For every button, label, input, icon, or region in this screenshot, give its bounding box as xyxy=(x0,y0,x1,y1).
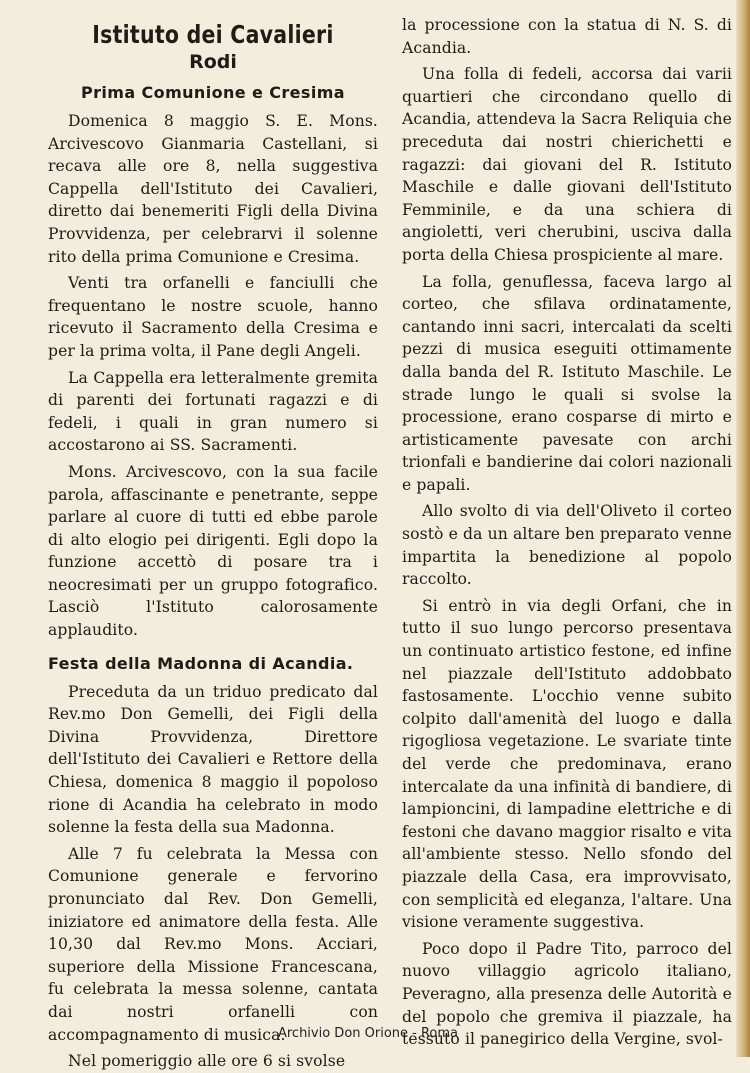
paragraph: Una folla di fedeli, accorsa dai varii quartieri che circondano quello di Acandia, attendeva la Sacra Reliquia che preceduta dai nostri chierichetti e ragazzi: dai giovani del R. Istituto Maschile e dalle giovani dell'Istituto Femminile, e da una schiera di angioletti, veri cherubini, usciva dalla porta della Chiesa prospiciente al mare. xyxy=(402,65,732,264)
paragraph: La folla, genuflessa, faceva largo al corteo, che sfilava ordinatamente, cantando inni sacri, intercalati da scelti pezzi di musica eseguiti ottimamente dalla banda del R. Istituto Maschile. Le strade lungo le quali si svolse la processione, erano cosparse di mirto e artisticamente pavesate con archi trionfali e bandierine dai colori nazionali e papali. xyxy=(402,272,732,494)
paragraph: La Cappella era letteralmente gremita di parenti dei fortunati ragazzi e di fedeli, i quali in gran numero si accostarono ai SS. Sacramenti. xyxy=(48,368,378,455)
section-heading-festa: Festa della Madonna di Acandia. xyxy=(48,653,354,673)
paragraph: Domenica 8 maggio S. E. Mons. Arcivescovo Gianmaria Castellani, si recava alle ore 8, nella suggestiva Cappella dell'Istituto dei Cavalieri, diretto dai benemeriti Figli della Divina Provvidenza, per celebrarvi il solenne rito della prima Comunione e Cresima. xyxy=(48,112,378,266)
paragraph: Mons. Arcivescovo, con la sua facile parola, affascinante e penetrante, seppe parlare al cuore di tutti ed ebbe parole di alto elogio pei dirigenti. Egli dopo la funzione accettò di posare tra i neocresimati per un gruppo fotografico. Lasciò l'Istituto calorosamente applaudito. xyxy=(48,462,378,640)
paragraph: Si entrò in via degli Orfani, che in tutto il suo lungo percorso presentava un continuato artistico festone, ed infine nel piazzale dell'Istituto addobbato fastosamente. L'occhio venne subito colpito dall'amenità del luogo e dalla rigogliosa vegetazione. Le svariate tinte del verde che predominava, erano intercalate da una infinità di bandiere, di lampioncini, di lampadine elettriche e di festoni che davano maggior risalto e vita all'ambiente stesso. Nello sfondo del piazzale della Casa, era improvvisato, con semplicità ed eleganza, l'altare. Una visione veramente suggestiva. xyxy=(402,596,732,932)
article-title: Istituto dei Cavalieri xyxy=(92,20,334,49)
page-edge xyxy=(736,0,750,1057)
paragraph: Alle 7 fu celebrata la Messa con Comunione generale e fervorino pronunciato dal Rev. Don Gemelli, iniziatore ed animatore della festa. Alle 10,30 dal Rev.mo Mons. Acciari, superiore della Missione Francescana, fu celebrata la messa solenne, cantata dai nostri orfanelli con accompagnamento di musica. xyxy=(48,844,378,1044)
article-subtitle: Rodi xyxy=(189,51,237,73)
paragraph: Nel pomeriggio alle ore 6 si svolse xyxy=(68,1052,346,1071)
right-column xyxy=(402,14,732,1049)
paragraph: Poco dopo il Padre Tito, parroco del nuovo villaggio agricolo italiano, Peveragno, alla presenza delle Autorità e del popolo che gremiva il piazzale, ha tessuto il panegirico della Vergine, svol- xyxy=(402,939,732,1049)
section-heading-comunione: Prima Comunione e Cresima xyxy=(81,83,345,102)
archive-footer: Archivio Don Orione - Roma xyxy=(277,1026,459,1041)
paragraph: Allo svolto di via dell'Oliveto il corteo sostò e da un altare ben preparato venne impartita la benedizione al popolo raccolto. xyxy=(402,502,732,589)
paragraph: Venti tra orfanelli e fanciulli che frequentano le nostre scuole, hanno ricevuto il Sacramento della Cresima e per la prima volta, il Pane degli Angeli. xyxy=(48,274,378,360)
paragraph: la processione con la statua di N. S. di Acandia. xyxy=(402,16,732,57)
paragraph: Preceduta da un triduo predicato dal Rev.mo Don Gemelli, dei Figli della Divina Provvidenza, Direttore dell'Istituto dei Cavalieri e Rettore della Chiesa, domenica 8 maggio il popoloso rione di Acandia ha celebrato in modo solenne la festa della sua Madonna. xyxy=(48,682,378,837)
